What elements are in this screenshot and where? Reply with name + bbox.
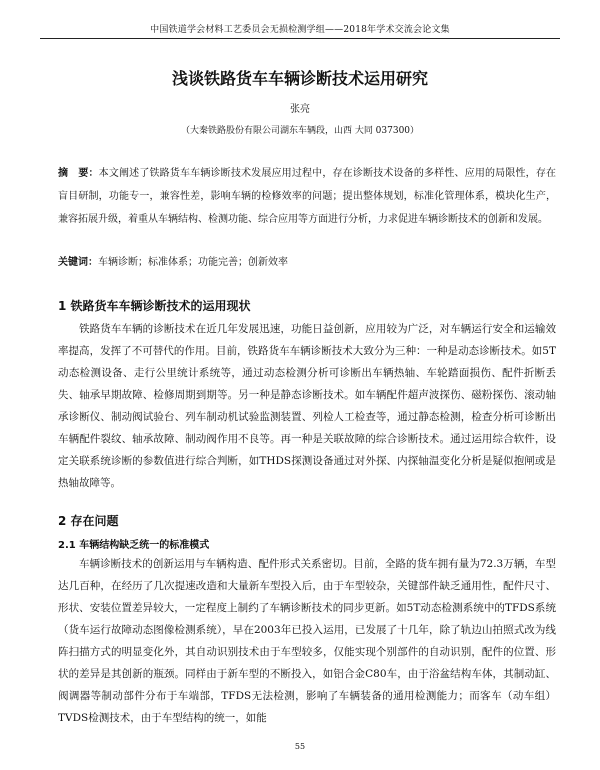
running-header: 中国铁道学会材料工艺委员会无损检测学组——2018年学术交流会论文集 xyxy=(150,25,450,35)
header-rule xyxy=(40,38,560,39)
abstract xyxy=(58,162,556,231)
keywords-text: 车辆诊断；标准体系；功能完善；创新效率 xyxy=(98,257,288,268)
section-1-heading: 1 铁路货车车辆诊断技术的运用现状 xyxy=(58,299,251,313)
section-2-1-subheading: 2.1 车辆结构缺乏统一的标准模式 xyxy=(58,540,210,551)
page-number: 55 xyxy=(294,742,306,751)
keywords-label: 关键词： xyxy=(58,257,98,268)
author: 张亮 xyxy=(290,104,310,115)
abstract-text: 本文阐述了铁路货车车辆诊断技术发展应用过程中，存在诊断技术设备的多样性、应用的局限性，存在盲目研制，功能专一，兼容性差，影响车辆的检修效率的问题；提出整体规划，标准化管理体系，模块化生产，兼容拓展升级，着重从车辆结构、检测功能、综合应用等方面进行分析，力求促进车辆诊断技术的创新和发展。 xyxy=(58,168,557,225)
section-1-paragraph: 铁路货车车辆的诊断技术在近几年发展迅速，功能日益创新，应用较为广泛，对车辆运行安全和运输效率提高，发挥了不可替代的作用。目前，铁路货车车辆诊断技术大致分为三种：一种是动态诊断技术。如5T动态检测设备、走行公里统计系统等，通过动态检测分析可诊断出车辆热轴、车轮踏面损伤、配件折断丢失、轴承早期故障、检修周期到期等。另一种是静态诊断技术。如车辆配件超声波探伤、磁粉探伤、滚动轴承诊断仪、制动阀试验台、列车制动机试验监测装置、列检人工检查等，通过静态检测，检查分析可诊断出车辆配件裂纹、轴承故障、制动阀作用不良等。再一种是关联故障的综合诊断技术。通过运用综合软件，设定关联系统诊断的参数值进行综合判断，如THDS探测设备通过对外探、内探轴温变化分析是疑似抱闸或是热轴故障等。 xyxy=(58,323,556,489)
keywords xyxy=(58,255,556,271)
section-2-heading: 2 存在问题 xyxy=(58,514,119,528)
section-2-1-paragraph: 车辆诊断技术的创新运用与车辆构造、配件形式关系密切。目前，全路的货车拥有量为72.3万辆，车型达几百种，在经历了几次提速改造和大量新车型投入后，由于车型较杂，关键部件缺乏通用性，配件尺寸、形状、安装位置差异较大，一定程度上制约了车辆诊断技术的同步更新。如5T动态检测系统中的TFDS系统（货车运行故障动态图像检测系统），早在2003年已投入运用，已发展了十几年，除了轨边山拍照式改为线阵扫描方式的明显变化外，其自动识别技术由于车型较多，仅能实现个别部件的自动识别，配件的位置、形状的差异是其创新的瓶颈。同样由于新车型的不断投入，如铝合金C80车，由于浴盆结构车体，其制动缸、阀调器等制动部件分布于车端部，TFDS无法检测，影响了车辆装备的通用检测能力；而客车（动车组）TVDS检测技术，由于车型结构的统一，如能 xyxy=(58,558,556,724)
paper-title: 浅谈铁路货车车辆诊断技术运用研究 xyxy=(171,69,428,88)
affiliation: （大秦铁路股份有限公司湖东车辆段，山西 大同 037300） xyxy=(180,126,420,136)
abstract-label: 摘 要： xyxy=(58,168,99,179)
